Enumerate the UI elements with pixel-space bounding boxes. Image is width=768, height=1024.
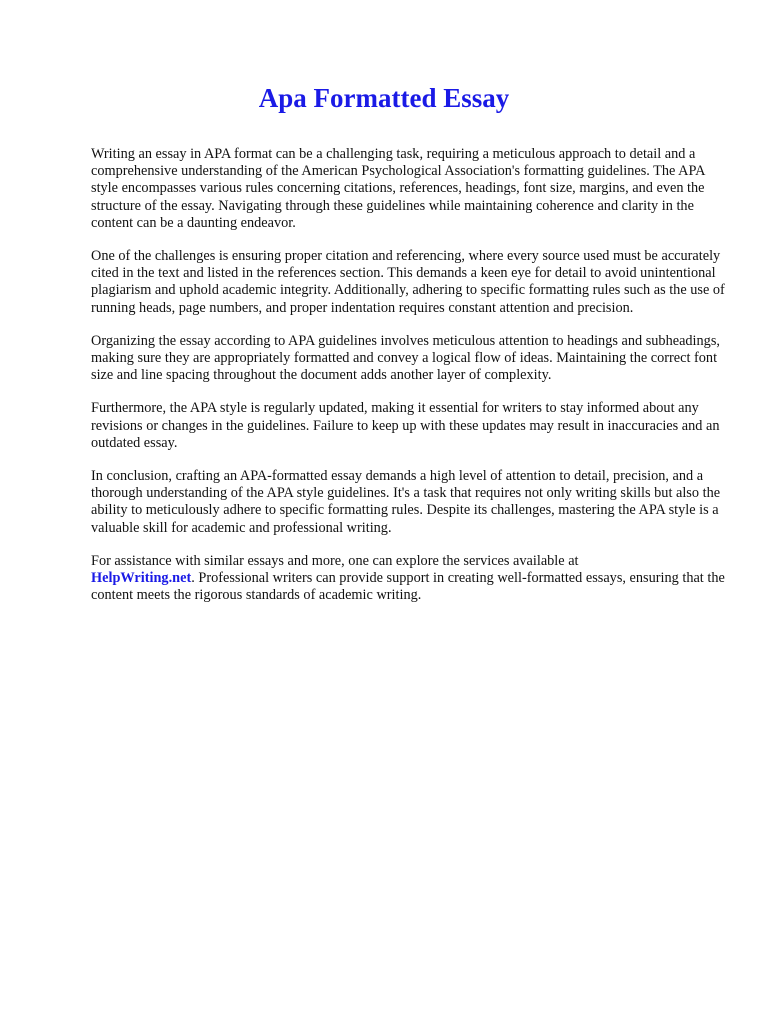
page-title: Apa Formatted Essay — [258, 83, 510, 113]
paragraph-1: Writing an essay in APA format can be a challenging task, requiring a meticulous approach to detail and a comprehensive understanding of the American Psychological Association's formatting guidelines. The APA style encompasses various rules concerning citations, references, headings, font size, margins, and even the structure of the essay. Navigating through these guidelines while maintaining coherence and clarity in the content can be a daunting endeavor. — [91, 146, 705, 231]
helpwriting-link[interactable]: HelpWriting.net — [91, 570, 192, 587]
paragraph-6-text-before-link: For assistance with similar essays and more, one can explore the services available at — [91, 552, 579, 569]
essay-body — [91, 146, 731, 620]
paragraph-6 — [91, 553, 731, 605]
paragraph-6-text-after-link: . Professional writers can provide support in creating well-formatted essays, ensuring that the content meets the rigorous standards of academic writing. — [91, 570, 725, 604]
paragraph-5: In conclusion, crafting an APA-formatted essay demands a high level of attention to detail, precision, and a thorough understanding of the APA style guidelines. It's a task that requires not only writing skills but also the ability to meticulously adhere to specific formatting rules. Despite its challenges, mastering the APA style is a valuable skill for academic and professional writing. — [91, 468, 721, 536]
paragraph-3: Organizing the essay according to APA guidelines involves meticulous attention to headings and subheadings, making sure they are appropriately formatted and convey a logical flow of ideas. Maintaining the correct font size and line spacing throughout the document adds another layer of complexity. — [91, 332, 720, 384]
paragraph-4: Furthermore, the APA style is regularly updated, making it essential for writers to stay informed about any revisions or changes in the guidelines. Failure to keep up with these updates may result in inaccuracies and an outdated essay. — [91, 400, 720, 451]
paragraph-2: One of the challenges is ensuring proper citation and referencing, where every source used must be accurately cited in the text and listed in the references section. This demands a keen eye for detail to avoid unintentional plagiarism and uphold academic integrity. Additionally, adhering to specific formatting rules such as the use of running heads, page numbers, and proper indentation requires constant attention and precision. — [91, 248, 725, 316]
